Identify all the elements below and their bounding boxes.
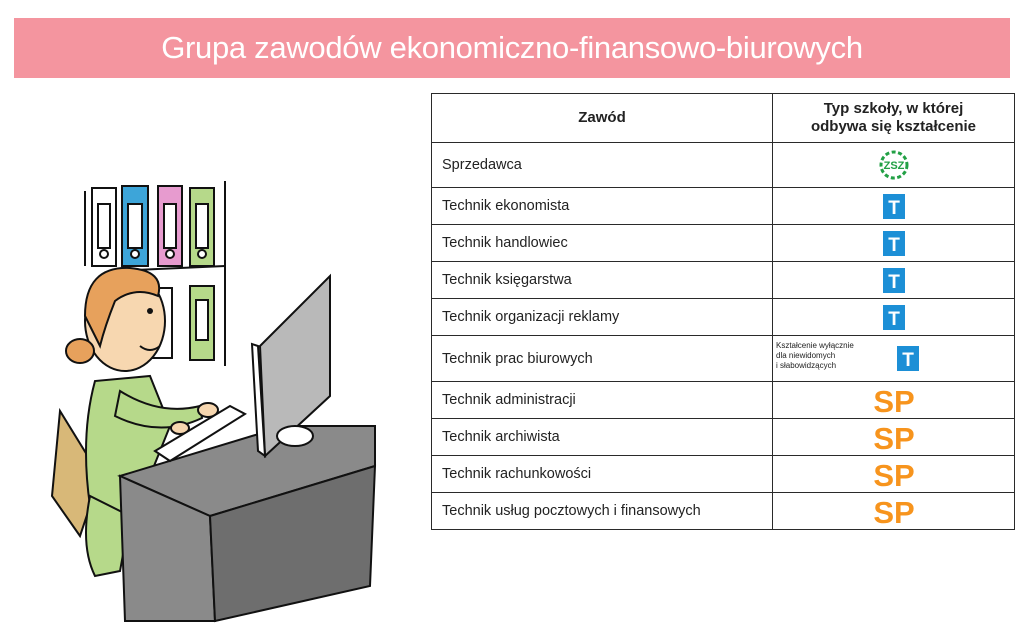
svg-text:SP: SP [872,459,915,489]
page-title: Grupa zawodów ekonomiczno-finansowo-biurowych [161,30,863,65]
szkola-policealna-icon [870,422,918,452]
table-row [432,456,1015,493]
profession-name: Technik prac biurowych [432,336,773,382]
school-type-cell [773,336,1015,382]
szkola-policealna-icon [870,496,918,526]
technikum-icon [883,305,905,330]
profession-name: Technik księgarstwa [432,262,773,299]
svg-text:T: T [887,234,900,256]
profession-name: Sprzedawca [432,143,773,188]
school-type-cell [773,188,1015,225]
profession-name: Technik administracji [432,382,773,419]
table-row [432,225,1015,262]
title-banner [14,18,1010,78]
svg-text:T: T [887,271,900,293]
svg-text:T: T [887,308,900,330]
table-row [432,299,1015,336]
school-type-cell [773,225,1015,262]
svg-text:T: T [901,350,914,371]
svg-text:T: T [887,197,900,219]
profession-name: Technik archiwista [432,419,773,456]
svg-text:SP: SP [872,385,915,415]
profession-name: Technik usług pocztowych i finansowych [432,493,773,530]
profession-name: Technik rachunkowości [432,456,773,493]
svg-text:SP: SP [872,496,915,526]
header-school-line1: Typ szkoły, w której [823,100,964,117]
svg-text:ZSZ: ZSZ [883,160,904,172]
table-row [432,493,1015,530]
szkola-policealna-icon [870,459,918,489]
school-type-cell [773,419,1015,456]
school-type-cell [773,299,1015,336]
school-type-cell [773,456,1015,493]
szkola-policealna-icon [870,385,918,415]
table-row [432,382,1015,419]
table-header-row [432,94,1015,143]
profession-name: Technik ekonomista [432,188,773,225]
professions-table [431,93,1015,530]
school-type-cell [773,143,1015,188]
technikum-icon [897,346,919,371]
school-note: Kształcenie wyłącznie dla niewidomych i słabowidzących [776,341,854,370]
office-worker-illustration [40,176,390,626]
school-type-cell [773,262,1015,299]
profession-name: Technik handlowiec [432,225,773,262]
header-school-line2: odbywa się kształcenie [810,118,977,135]
header-school-type [773,94,1015,143]
header-profession: Zawód [432,94,773,143]
technikum-icon [883,194,905,219]
technikum-icon [883,231,905,256]
school-type-cell [773,382,1015,419]
table-row [432,419,1015,456]
table-row [432,188,1015,225]
svg-text:SP: SP [872,422,915,452]
table-row [432,336,1015,382]
zsz-school-icon [876,150,912,180]
school-type-cell [773,493,1015,530]
table-row [432,262,1015,299]
table-row [432,143,1015,188]
profession-name: Technik organizacji reklamy [432,299,773,336]
technikum-icon [883,268,905,293]
